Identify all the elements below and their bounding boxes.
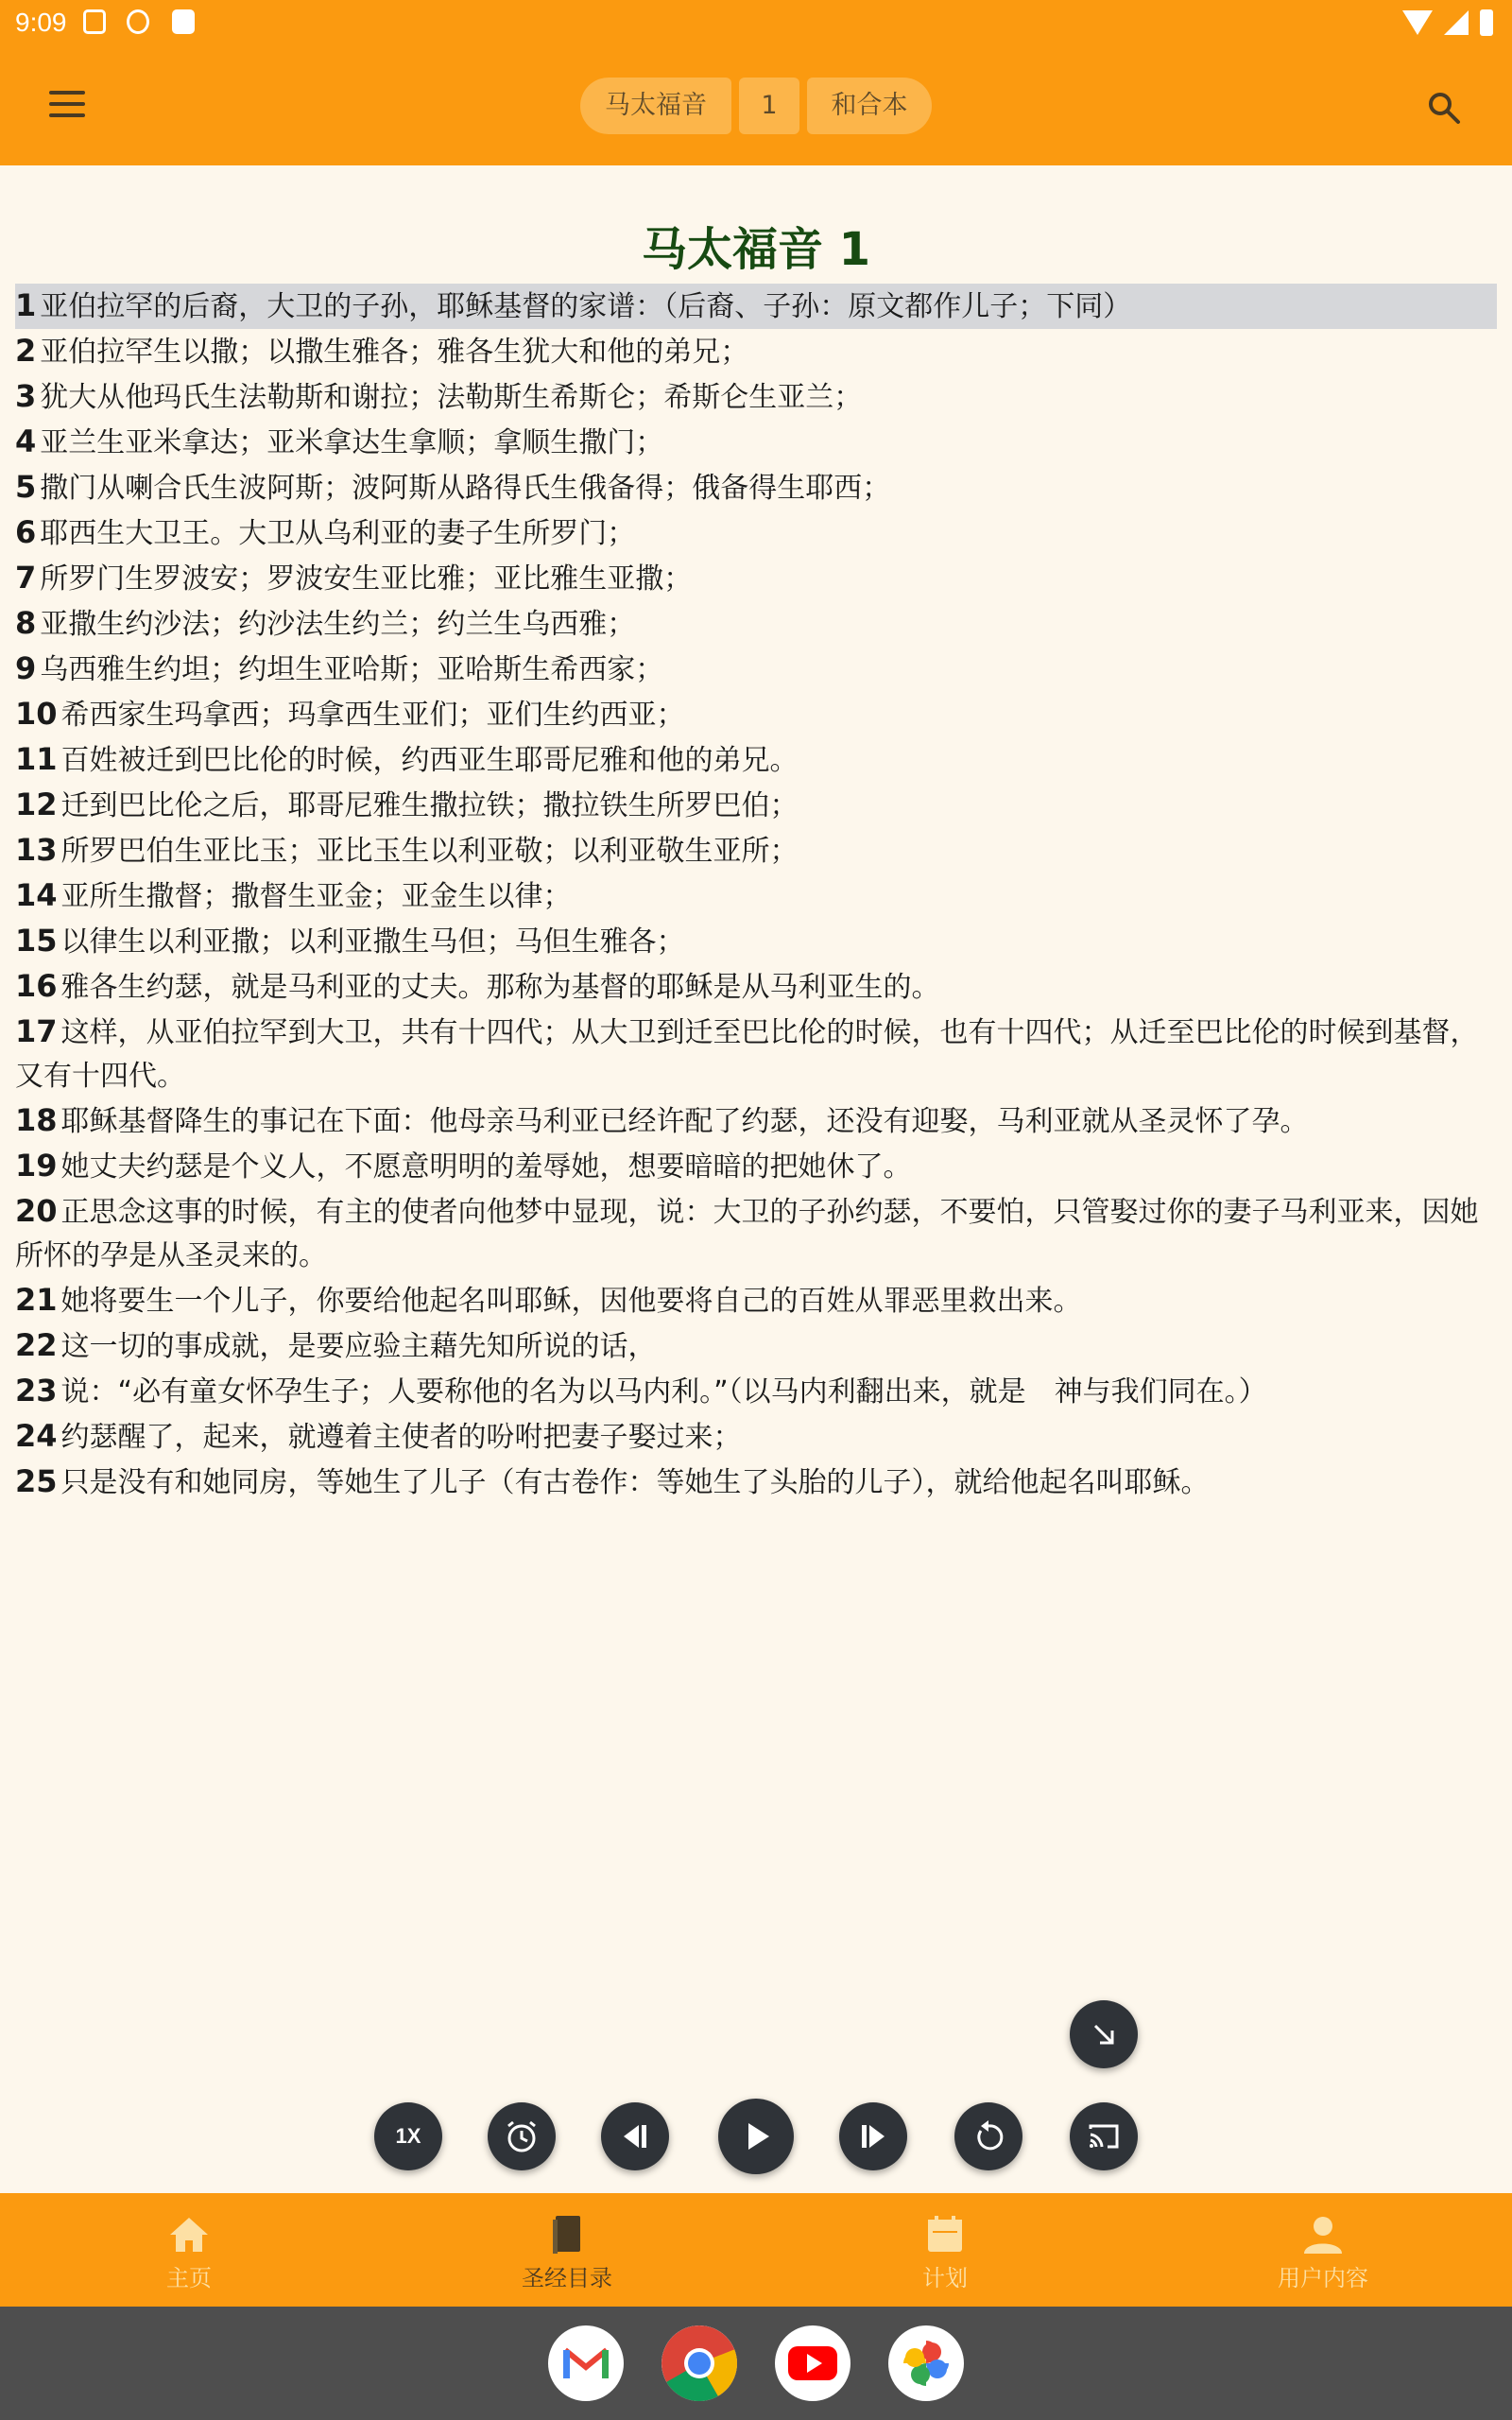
verse-number: 21 xyxy=(15,1282,58,1318)
verse-text: 她丈夫约瑟是个义人，不愿意明明的羞辱她，想要暗暗的把她休了。 xyxy=(60,1150,912,1184)
play-icon xyxy=(735,2116,777,2157)
skip-next-icon xyxy=(854,2118,892,2155)
verse[interactable] xyxy=(15,1144,1497,1189)
verse-text: 亚兰生亚米拿达；亚米拿达生拿顺；拿顺生撒门； xyxy=(40,426,664,459)
status-bar xyxy=(0,0,1512,47)
verse[interactable] xyxy=(15,647,1497,692)
verse-number: 7 xyxy=(15,560,37,596)
gmail-icon[interactable] xyxy=(548,2325,624,2401)
nav-plan-label: 计划 xyxy=(922,2265,968,2291)
verse-number: 19 xyxy=(15,1148,58,1184)
status-icons xyxy=(1402,9,1493,36)
nav-plan[interactable] xyxy=(756,2193,1134,2307)
verse-text: 耶西生大卫王。大卫从乌利亚的妻子生所罗门； xyxy=(40,517,636,550)
verse-number: 18 xyxy=(15,1102,58,1138)
app-bar xyxy=(0,47,1512,165)
status-time: 9:09 xyxy=(15,8,67,37)
verse-number: 8 xyxy=(15,605,37,641)
verse-text: 以律生以利亚撒；以利亚撒生马但；马但生雅各； xyxy=(60,925,685,959)
verse-text: 所罗巴伯生亚比玉；亚比玉生以利亚敬；以利亚敬生亚所； xyxy=(60,835,799,868)
nav-home-label: 主页 xyxy=(166,2265,212,2291)
verse[interactable] xyxy=(15,919,1497,964)
verse[interactable] xyxy=(15,465,1497,510)
verse[interactable] xyxy=(15,873,1497,919)
verse-text: 乌西雅生约坦；约坦生亚哈斯；亚哈斯生希西家； xyxy=(40,653,664,686)
verse[interactable] xyxy=(15,1369,1497,1414)
verse-number: 2 xyxy=(15,333,37,369)
replay-button[interactable] xyxy=(954,2102,1022,2170)
verse-number: 9 xyxy=(15,650,37,686)
next-button[interactable] xyxy=(839,2102,907,2170)
person-icon xyxy=(1300,2212,1346,2257)
verse-text: 亚伯拉罕生以撒；以撒生雅各；雅各生犹大和他的弟兄； xyxy=(40,336,749,369)
battery-icon xyxy=(1480,9,1493,36)
search-icon[interactable] xyxy=(1425,89,1463,127)
verse-text: 百姓被迁到巴比伦的时候，约西亚生耶哥尼雅和他的弟兄。 xyxy=(60,744,799,777)
verse-number: 5 xyxy=(15,469,37,505)
chapter-selector[interactable]: 1 xyxy=(739,78,799,134)
verse-number: 1 xyxy=(15,287,37,323)
verse-text: 亚撒生约沙法；约沙法生约兰；约兰生乌西雅； xyxy=(40,608,636,641)
skip-previous-icon xyxy=(616,2118,654,2155)
verse-number: 15 xyxy=(15,923,58,959)
verse-number: 24 xyxy=(15,1418,58,1454)
audio-player-controls xyxy=(0,2102,1512,2182)
verse-number: 10 xyxy=(15,696,58,732)
verse-text: 只是没有和她同房，等她生了儿子（有古卷作：等她生了头胎的儿子），就给他起名叫耶稣。 xyxy=(60,1466,1210,1499)
verse-text: 亚伯拉罕的后裔，大卫的子孙，耶稣基督的家谱：（后裔、子孙：原文都作儿子；下同） xyxy=(40,290,1132,323)
calendar-icon xyxy=(922,2212,968,2257)
menu-icon[interactable] xyxy=(49,91,85,119)
verse[interactable] xyxy=(15,420,1497,465)
alarm-icon xyxy=(503,2118,541,2155)
verse-number: 6 xyxy=(15,514,37,550)
notification-a-icon xyxy=(83,9,106,34)
arrow-down-right-icon xyxy=(1070,2000,1138,2068)
nav-user-content[interactable] xyxy=(1134,2193,1512,2307)
verse-text: 这样，从亚伯拉罕到大卫，共有十四代；从大卫到迁至巴比伦的时候，也有十四代；从迁至巴比伦的时候到基督，又有十四代。 xyxy=(15,1016,1479,1093)
verse-number: 25 xyxy=(15,1463,58,1499)
verse-text: 这一切的事成就，是要应验主藉先知所说的话， xyxy=(60,1330,657,1363)
verse[interactable] xyxy=(15,1098,1497,1144)
play-button[interactable] xyxy=(718,2099,794,2174)
verse[interactable] xyxy=(15,284,1497,329)
verse-text: 亚所生撒督；撒督生亚金；亚金生以律； xyxy=(60,880,572,913)
sleep-timer-button[interactable] xyxy=(488,2102,556,2170)
system-dock xyxy=(0,2307,1512,2420)
verse[interactable] xyxy=(15,1278,1497,1323)
version-selector[interactable]: 和合本 xyxy=(807,78,932,134)
verse[interactable] xyxy=(15,737,1497,783)
verse-number: 12 xyxy=(15,786,58,822)
bottom-navigation xyxy=(0,2193,1512,2307)
verse[interactable] xyxy=(15,1189,1497,1278)
nav-home[interactable] xyxy=(0,2193,378,2307)
book-selector[interactable]: 马太福音 xyxy=(580,78,731,134)
verse-text: 说：“必有童女怀孕生子；人要称他的名为以马内利。”（以马内利翻出来，就是 神与我们同在。） xyxy=(60,1375,1267,1409)
nav-bible-index[interactable] xyxy=(378,2193,756,2307)
verse-text: 犹大从他玛氏生法勒斯和谢拉；法勒斯生希斯仑；希斯仑生亚兰； xyxy=(40,381,863,414)
collapse-player-button[interactable] xyxy=(1070,2000,1138,2068)
verse-text: 她将要生一个儿子，你要给他起名叫耶稣，因他要将自己的百姓从罪恶里救出来。 xyxy=(60,1285,1082,1318)
cast-button[interactable] xyxy=(1070,2102,1138,2170)
notification-sync-icon xyxy=(127,9,149,34)
previous-button[interactable] xyxy=(601,2102,669,2170)
verse[interactable] xyxy=(15,510,1497,556)
verse[interactable] xyxy=(15,1323,1497,1369)
chrome-icon[interactable] xyxy=(662,2325,737,2401)
verse-text: 耶稣基督降生的事记在下面：他母亲马利亚已经许配了约瑟，还没有迎娶，马利亚就从圣灵怀了孕。 xyxy=(60,1105,1309,1138)
replay-icon xyxy=(970,2118,1007,2155)
verse-text: 所罗门生罗波安；罗波安生亚比雅；亚比雅生亚撒； xyxy=(40,562,693,596)
signal-icon xyxy=(1444,10,1469,35)
verse-text: 雅各生约瑟，就是马利亚的丈夫。那称为基督的耶稣是从马利亚生的。 xyxy=(60,971,940,1004)
verse-number: 17 xyxy=(15,1013,58,1049)
verse-text: 希西家生玛拿西；玛拿西生亚们；亚们生约西亚； xyxy=(60,699,685,732)
verse-text: 迁到巴比伦之后，耶哥尼雅生撒拉铁；撒拉铁生所罗巴伯； xyxy=(60,789,799,822)
nav-bible-index-label: 圣经目录 xyxy=(522,2265,612,2291)
chapter-title: 马太福音 1 xyxy=(641,223,871,276)
wifi-icon xyxy=(1402,10,1433,35)
verse-list xyxy=(15,284,1497,1505)
verse[interactable] xyxy=(15,828,1497,873)
youtube-icon[interactable] xyxy=(775,2325,850,2401)
nav-user-content-label: 用户内容 xyxy=(1278,2265,1368,2291)
verse-text: 约瑟醒了，起来，就遵着主使者的吩咐把妻子娶过来； xyxy=(60,1421,742,1454)
verse[interactable] xyxy=(15,601,1497,647)
verse[interactable] xyxy=(15,783,1497,828)
verse-number: 22 xyxy=(15,1327,58,1363)
verse-number: 20 xyxy=(15,1193,58,1229)
verse-text: 正思念这事的时候，有主的使者向他梦中显现，说：大卫的子孙约瑟，不要怕，只管娶过你的妻子马利亚来，因她所怀的孕是从圣灵来的。 xyxy=(15,1196,1479,1272)
verse[interactable] xyxy=(15,1010,1497,1098)
photos-icon[interactable] xyxy=(888,2325,964,2401)
bible-icon xyxy=(544,2212,590,2257)
verse-number: 23 xyxy=(15,1373,58,1409)
verse-number: 13 xyxy=(15,832,58,868)
verse-text: 撒门从喇合氏生波阿斯；波阿斯从路得氏生俄备得；俄备得生耶西； xyxy=(40,472,891,505)
verse[interactable] xyxy=(15,692,1497,737)
verse-number: 11 xyxy=(15,741,58,777)
sd-card-icon xyxy=(172,9,195,34)
verse-number: 16 xyxy=(15,968,58,1004)
passage-selector xyxy=(580,78,932,134)
verse[interactable] xyxy=(15,1460,1497,1505)
verse-number: 4 xyxy=(15,424,37,459)
verse[interactable] xyxy=(15,329,1497,374)
verse-number: 3 xyxy=(15,378,37,414)
verse[interactable] xyxy=(15,374,1497,420)
verse[interactable] xyxy=(15,964,1497,1010)
verse[interactable] xyxy=(15,556,1497,601)
speed-button[interactable]: 1X xyxy=(374,2102,442,2170)
verse[interactable] xyxy=(15,1414,1497,1460)
verse-number: 14 xyxy=(15,877,58,913)
home-icon xyxy=(166,2212,212,2257)
cast-icon xyxy=(1085,2118,1123,2155)
